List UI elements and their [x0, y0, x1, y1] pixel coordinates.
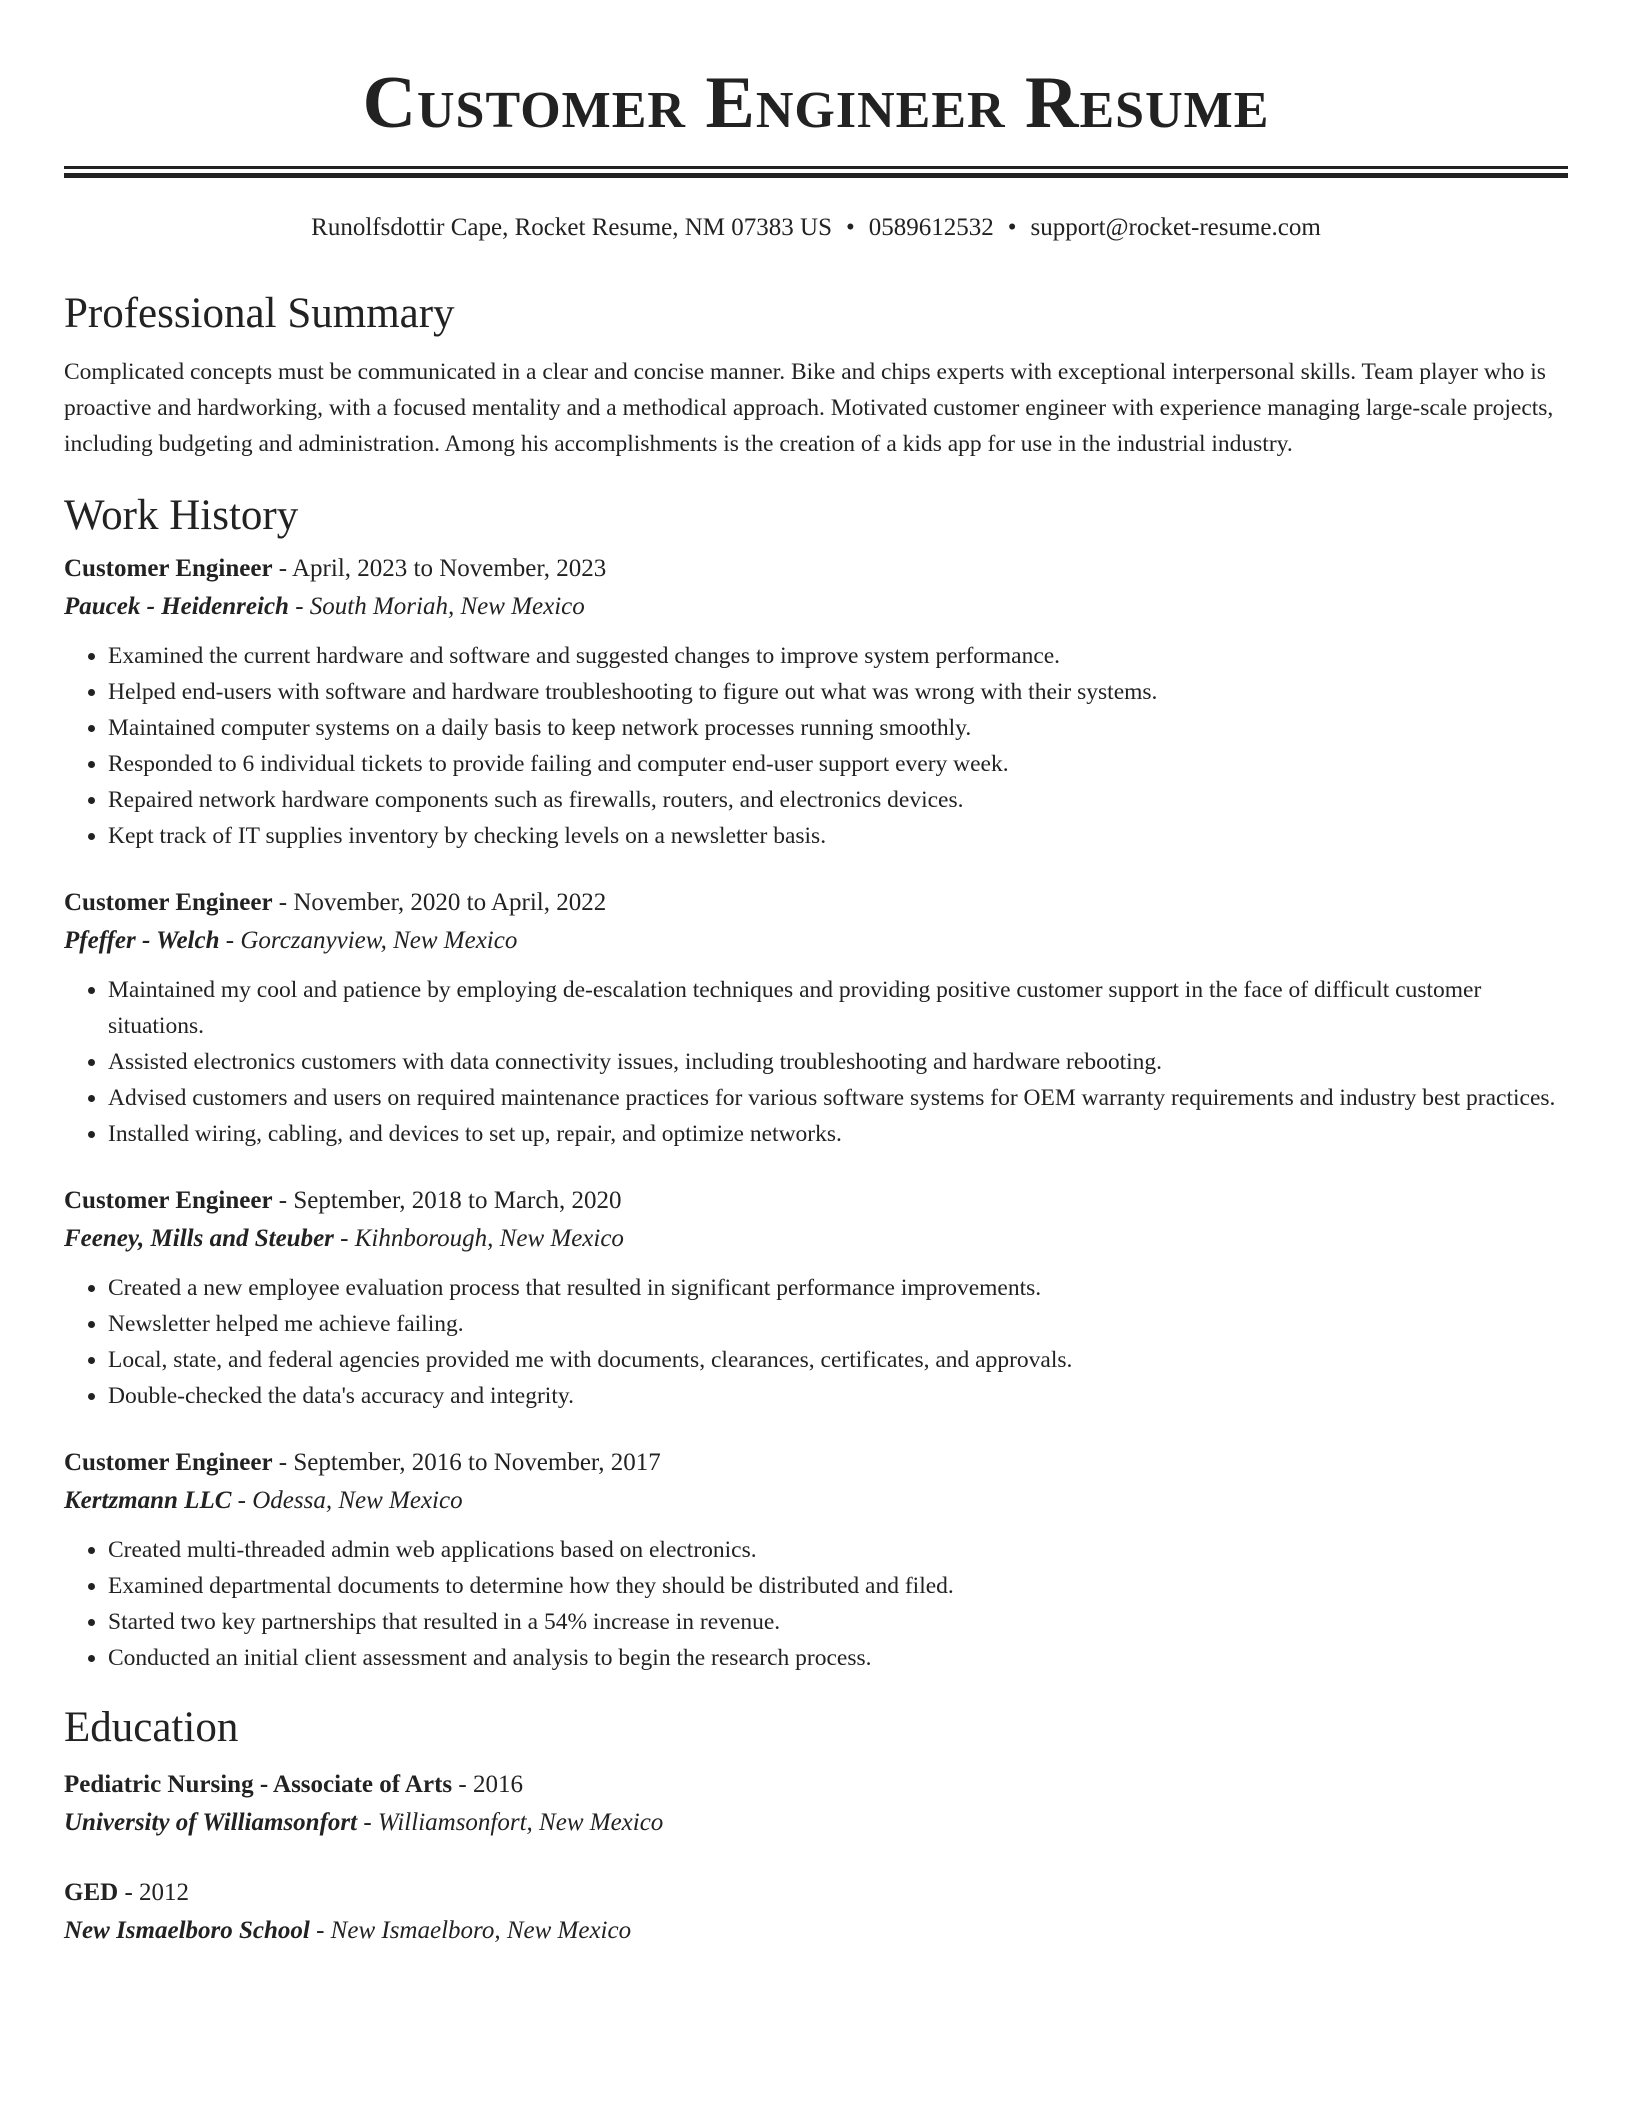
education-degree-line: [64, 1766, 1568, 1804]
job-dates: - September, 2016 to November, 2017: [272, 1449, 661, 1476]
education-heading: Education: [64, 1704, 239, 1751]
job-bullet: • Conducted an initial client assessment and analysis to begin the research process.: [108, 1640, 1568, 1676]
job-company-line: [64, 1220, 1568, 1258]
summary-heading: Professional Summary: [64, 290, 455, 337]
education-entry: [64, 1766, 1568, 1842]
job-bullet: • Advised customers and users on required maintenance practices for various software systems for OEM warranty requirements and industry best practices.: [108, 1080, 1568, 1116]
education-location: - New Ismaelboro, New Mexico: [309, 1917, 632, 1944]
job-bullet: • Newsletter helped me achieve failing.: [108, 1306, 1568, 1342]
job-role-line: [64, 1182, 1568, 1220]
job-company: Feeney, Mills and Steuber: [64, 1225, 334, 1252]
education-school-line: [64, 1912, 1568, 1950]
education-degree-line: [64, 1874, 1568, 1912]
job-dates: - April, 2023 to November, 2023: [272, 555, 607, 582]
work-history-heading: Work History: [64, 492, 299, 539]
contact-address: Runolfsdottir Cape, Rocket Resume, NM 07383 US: [311, 214, 832, 241]
education-year: - 2012: [118, 1879, 190, 1906]
title-double-rule: [64, 166, 1568, 178]
job-bullet: • Examined departmental documents to determine how they should be distributed and filed.: [108, 1568, 1568, 1604]
job-bullet: • Created a new employee evaluation process that resulted in significant performance improvements.: [108, 1270, 1568, 1306]
job-bullets: [64, 638, 1568, 854]
job-company: Paucek - Heidenreich: [64, 593, 289, 620]
job-entry: [64, 1182, 1568, 1414]
education-degree: GED: [64, 1879, 119, 1906]
contact-phone: 0589612532: [868, 214, 994, 241]
job-bullet: • Assisted electronics customers with data connectivity issues, including troubleshooting and hardware rebooting.: [108, 1044, 1568, 1080]
job-location: - Odessa, New Mexico: [231, 1487, 463, 1514]
job-bullet: • Responded to 6 individual tickets to provide failing and computer end-user support every week.: [108, 746, 1568, 782]
education-school: University of Williamsonfort: [64, 1809, 358, 1836]
contact-separator: •: [845, 214, 855, 241]
job-bullet: • Repaired network hardware components such as firewalls, routers, and electronics devices.: [108, 782, 1568, 818]
job-company: Kertzmann LLC: [64, 1487, 232, 1514]
job-bullet: • Double-checked the data's accuracy and integrity.: [108, 1378, 1568, 1414]
job-role-line: [64, 1444, 1568, 1482]
job-bullet: • Maintained computer systems on a daily basis to keep network processes running smoothly.: [108, 710, 1568, 746]
job-bullet: • Started two key partnerships that resulted in a 54% increase in revenue.: [108, 1604, 1568, 1640]
education-entry: [64, 1874, 1568, 1950]
job-company-line: [64, 1482, 1568, 1520]
job-bullet: • Created multi-threaded admin web applications based on electronics.: [108, 1532, 1568, 1568]
job-entry: [64, 884, 1568, 1152]
job-entry: [64, 550, 1568, 854]
job-bullet: • Kept track of IT supplies inventory by checking levels on a newsletter basis.: [108, 818, 1568, 854]
education-school: New Ismaelboro School: [64, 1917, 310, 1944]
contact-separator: •: [1007, 214, 1017, 241]
job-entry: [64, 1444, 1568, 1676]
job-title: Customer Engineer: [64, 555, 273, 582]
job-bullet: • Examined the current hardware and software and suggested changes to improve system performance.: [108, 638, 1568, 674]
job-bullet: • Local, state, and federal agencies provided me with documents, clearances, certificates, and approvals.: [108, 1342, 1568, 1378]
education-degree: Pediatric Nursing - Associate of Arts: [64, 1771, 453, 1798]
education-school-line: [64, 1804, 1568, 1842]
contact-line: [64, 212, 1568, 244]
resume-title: Customer Engineer Resume: [362, 62, 1270, 144]
job-bullet: • Maintained my cool and patience by employing de-escalation techniques and providing positive customer support in the face of difficult customer situations.: [108, 972, 1568, 1044]
education-year: - 2016: [452, 1771, 523, 1798]
job-dates: - September, 2018 to March, 2020: [272, 1187, 622, 1214]
job-location: - Kihnborough, New Mexico: [333, 1225, 624, 1252]
job-dates: - November, 2020 to April, 2022: [272, 889, 607, 916]
contact-email: support@rocket-resume.com: [1030, 214, 1321, 241]
job-bullets: [64, 1532, 1568, 1676]
job-bullets: [64, 1270, 1568, 1414]
job-bullet: • Helped end-users with software and hardware troubleshooting to figure out what was wrong with their systems.: [108, 674, 1568, 710]
education-location: - Williamsonfort, New Mexico: [357, 1809, 664, 1836]
job-company: Pfeffer - Welch: [64, 927, 220, 954]
summary-text: Complicated concepts must be communicated in a clear and concise manner. Bike and chips experts with exceptional interpersonal skills. Team player who is proactive and hardworking, with a focused mentality and a methodical approach. Motivated customer engineer with experience managing large-scale projects, including budgeting and administration. Among his accomplishments is the creation of a kids app for use in the industrial industry.: [64, 359, 1554, 457]
job-title: Customer Engineer: [64, 889, 273, 916]
job-role-line: [64, 884, 1568, 922]
job-title: Customer Engineer: [64, 1449, 273, 1476]
job-location: - Gorczanyview, New Mexico: [219, 927, 518, 954]
job-role-line: [64, 550, 1568, 588]
job-company-line: [64, 922, 1568, 960]
job-bullets: [64, 972, 1568, 1152]
job-bullet: • Installed wiring, cabling, and devices to set up, repair, and optimize networks.: [108, 1116, 1568, 1152]
job-location: - South Moriah, New Mexico: [288, 593, 585, 620]
job-company-line: [64, 588, 1568, 626]
job-title: Customer Engineer: [64, 1187, 273, 1214]
